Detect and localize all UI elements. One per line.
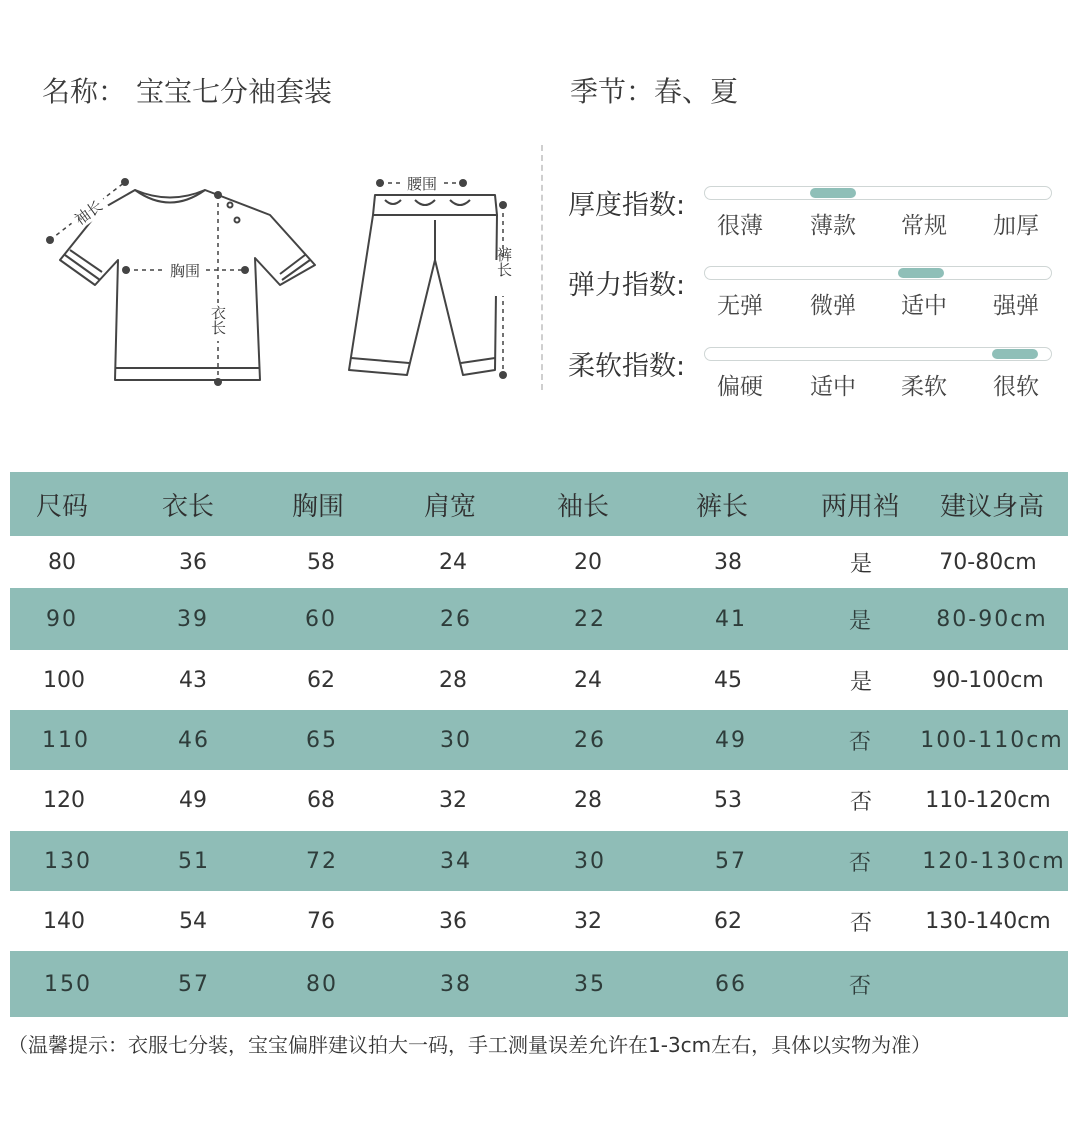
table-cell: 46	[178, 727, 210, 753]
table-cell: 90	[46, 606, 78, 632]
thickness-index-marker	[810, 188, 856, 198]
table-cell: 110-120cm	[925, 788, 1051, 813]
softness-index-marker	[992, 349, 1038, 359]
header-cell: 两用裆	[820, 491, 900, 522]
table-cell: 150	[44, 971, 92, 997]
softness-index-track	[704, 347, 1052, 361]
table-row	[10, 831, 1068, 891]
header-cell: 袖长	[556, 491, 610, 522]
table-cell: 26	[574, 727, 606, 753]
table-cell: 是	[849, 551, 873, 577]
table-cell: 58	[307, 549, 335, 575]
table-cell: 45	[714, 667, 742, 693]
table-cell: 65	[306, 727, 338, 753]
table-cell: 130	[44, 848, 92, 874]
thickness-level: 很薄	[717, 213, 763, 239]
table-cell: 57	[715, 848, 747, 874]
table-cell: 35	[574, 971, 606, 997]
table-cell: 24	[574, 667, 602, 693]
pants-illustration	[345, 170, 525, 389]
care-note: （温馨提示：衣服七分装，宝宝偏胖建议拍大一码，手工测量误差允许在1-3cm左右，具体以实物为准）	[8, 1033, 932, 1057]
thickness-index-track	[704, 186, 1052, 200]
table-cell: 51	[178, 848, 210, 874]
table-cell: 49	[179, 788, 207, 813]
elasticity-index-title: 弹力指数:	[568, 270, 686, 301]
elasticity-index-track	[704, 266, 1052, 280]
table-cell: 80-90cm	[936, 606, 1048, 632]
table-cell: 62	[714, 908, 742, 934]
table-cell: 28	[574, 788, 602, 813]
table-cell: 60	[305, 606, 337, 632]
table-cell: 53	[714, 788, 742, 813]
elasticity-index	[568, 263, 1058, 323]
table-cell: 76	[307, 908, 335, 934]
softness-level: 偏硬	[717, 374, 763, 400]
table-cell: 38	[714, 549, 742, 575]
table-cell: 30	[574, 848, 606, 874]
table-cell: 43	[179, 667, 207, 693]
header-cell: 裤长	[695, 491, 749, 522]
table-cell: 32	[574, 908, 602, 934]
softness-level: 柔软	[901, 374, 947, 400]
elasticity-level: 强弹	[993, 293, 1039, 319]
table-cell: 130-140cm	[925, 908, 1051, 934]
size-table	[10, 472, 1068, 1017]
table-cell: 36	[179, 549, 207, 575]
softness-level: 适中	[810, 374, 856, 400]
table-cell: 140	[43, 908, 85, 934]
table-row	[10, 710, 1068, 770]
thickness-level: 薄款	[810, 213, 856, 239]
product-name-field	[42, 70, 332, 110]
table-cell: 否	[849, 910, 873, 936]
table-cell: 32	[439, 788, 467, 813]
softness-level: 很软	[993, 374, 1039, 400]
table-cell: 80	[48, 549, 76, 575]
thickness-level: 常规	[901, 213, 947, 239]
table-row	[10, 536, 1068, 588]
table-cell: 120-130cm	[922, 848, 1066, 874]
table-cell: 72	[306, 848, 338, 874]
table-cell: 36	[439, 908, 467, 934]
table-cell: 66	[715, 971, 747, 997]
table-cell: 是	[849, 669, 873, 695]
table-cell: 否	[848, 729, 874, 755]
softness-index-title: 柔软指数:	[568, 351, 686, 382]
elasticity-level: 适中	[901, 293, 947, 319]
table-row	[10, 891, 1068, 951]
shirt-illustration	[40, 170, 330, 399]
header-cell: 衣长	[161, 491, 215, 522]
vertical-divider	[541, 145, 543, 390]
shirt-chest-label: 胸围	[169, 262, 201, 280]
table-cell: 57	[178, 971, 210, 997]
table-cell: 68	[307, 788, 335, 813]
table-cell: 20	[574, 549, 602, 575]
pants-drawing	[345, 170, 525, 385]
pants-waist-label: 腰围	[406, 175, 438, 193]
table-cell: 24	[439, 549, 467, 575]
table-cell: 28	[439, 667, 467, 693]
pants-length-label: 裤长	[495, 247, 513, 277]
softness-index	[568, 344, 1058, 404]
table-cell: 否	[848, 850, 874, 876]
table-cell: 120	[43, 788, 85, 813]
table-row	[10, 650, 1068, 710]
table-cell: 49	[715, 727, 747, 753]
shirt-sleeve-label-text: 袖长	[71, 196, 107, 229]
table-cell: 是	[848, 608, 874, 634]
header-cell: 建议身高	[939, 491, 1045, 522]
table-row	[10, 951, 1068, 1017]
table-row	[10, 770, 1068, 831]
table-cell: 54	[179, 908, 207, 934]
table-cell: 110	[42, 727, 90, 753]
table-cell: 22	[574, 606, 606, 632]
table-cell: 41	[715, 606, 747, 632]
product-name-label: 名称：	[42, 75, 127, 108]
season-field	[570, 70, 738, 110]
thickness-level: 加厚	[993, 213, 1039, 239]
elasticity-index-marker	[898, 268, 944, 278]
elasticity-level: 微弹	[810, 293, 856, 319]
product-name-value: 宝宝七分袖套装	[136, 75, 333, 108]
table-cell: 30	[440, 727, 472, 753]
elasticity-level: 无弹	[717, 293, 763, 319]
shirt-drawing	[40, 170, 330, 395]
season-label: 季节：	[570, 75, 655, 108]
season-value: 春、夏	[654, 75, 739, 108]
table-cell: 26	[440, 606, 472, 632]
thickness-index	[568, 183, 1058, 243]
table-cell: 否	[849, 790, 873, 815]
table-cell: 38	[440, 971, 472, 997]
header-cell: 尺码	[35, 491, 89, 522]
table-cell: 100	[43, 667, 85, 693]
header-cell: 肩宽	[423, 491, 477, 522]
table-cell: 80	[306, 971, 338, 997]
table-cell: 39	[177, 606, 209, 632]
table-row	[10, 588, 1068, 650]
header-cell: 胸围	[291, 491, 345, 522]
table-cell: 否	[848, 973, 874, 999]
table-cell: 70-80cm	[939, 549, 1037, 575]
shirt-length-label: 衣长	[209, 305, 227, 335]
table-header	[10, 472, 1068, 536]
table-cell: 34	[440, 848, 472, 874]
table-cell: 90-100cm	[932, 667, 1044, 693]
thickness-index-title: 厚度指数:	[568, 190, 686, 221]
table-cell: 100-110cm	[920, 727, 1064, 753]
table-cell: 62	[307, 667, 335, 693]
